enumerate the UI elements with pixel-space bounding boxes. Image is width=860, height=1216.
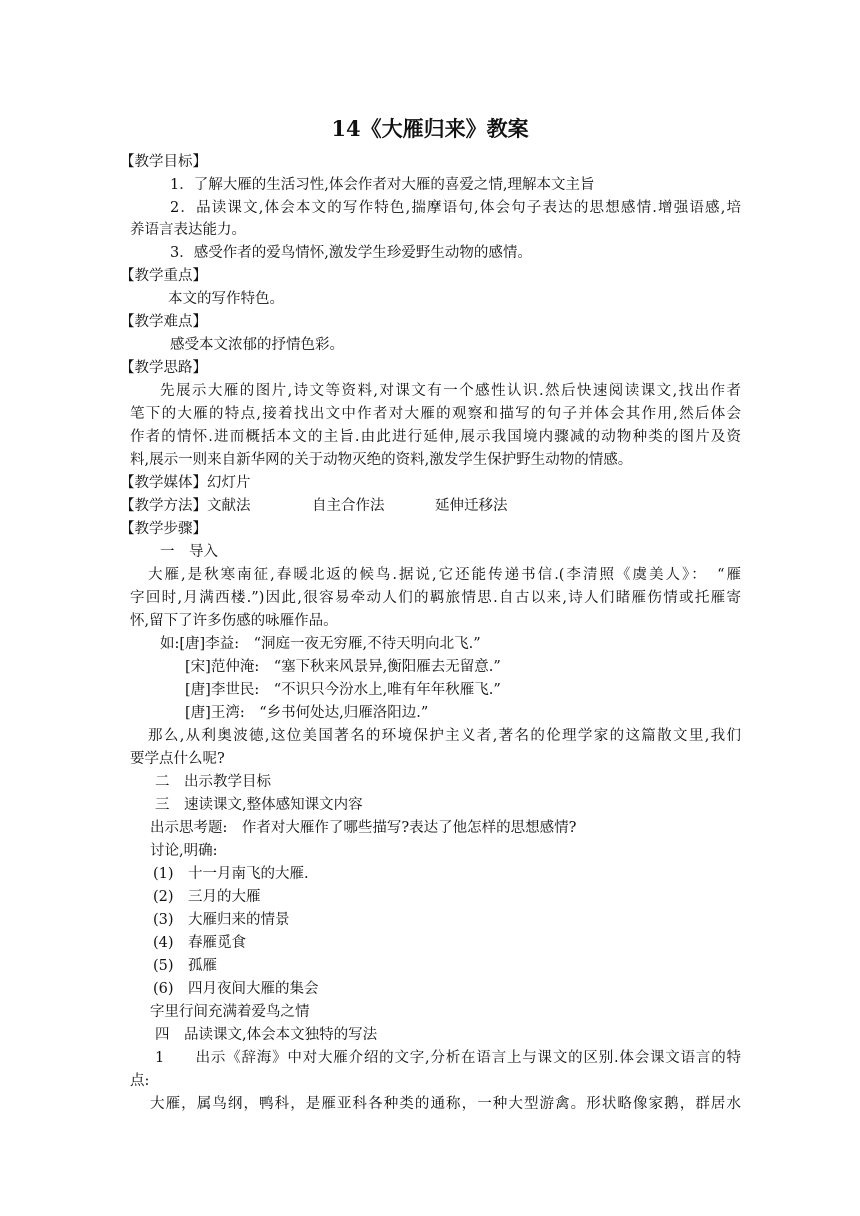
task-paragraph: 点: bbox=[130, 1073, 150, 1089]
intro-paragraph: 怀,留下了许多伤感的咏雁作品。 bbox=[130, 613, 338, 629]
section-heading-approach: 【教学思路】 bbox=[120, 360, 207, 376]
goal-item-continuation: 养语言表达能力。 bbox=[130, 222, 246, 238]
difficulty-text: 感受本文浓郁的抒情色彩。 bbox=[170, 337, 344, 353]
step-heading: 四 品读课文,体会本文独特的写法 bbox=[155, 1027, 378, 1043]
media-line: 【教学媒体】幻灯片 bbox=[120, 475, 251, 491]
list-item: (5) 孤雁 bbox=[153, 958, 218, 974]
method-label: 【教学方法】文献法 bbox=[120, 498, 251, 514]
transition-paragraph: 那么,从利奥波德,这位美国著名的环境保护主义者,著名的伦理学家的这篇散文里,我们 bbox=[148, 728, 741, 744]
key-text: 本文的写作特色。 bbox=[168, 291, 284, 307]
transition-paragraph: 要学点什么呢? bbox=[130, 751, 225, 767]
section-heading-goals: 【教学目标】 bbox=[120, 154, 207, 170]
method-item: 延伸迁移法 bbox=[435, 498, 508, 514]
approach-paragraph: 料,展示一则来自新华网的关于动物灭绝的资料,激发学生保护野生动物的情感。 bbox=[130, 452, 633, 468]
list-item: (4) 春雁觅食 bbox=[153, 935, 247, 951]
task-paragraph: 1 出示《辞海》中对大雁介绍的文字,分析在语言上与课文的区别.体会课文语言的特 bbox=[155, 1050, 741, 1066]
page-title: 14《大雁归来》教案 bbox=[331, 116, 529, 141]
section-heading-difficulty: 【教学难点】 bbox=[120, 314, 207, 330]
summary-line: 字里行间充满着爱鸟之情 bbox=[150, 1004, 310, 1020]
list-item: (2) 三月的大雁 bbox=[153, 889, 261, 905]
goal-item: 3．感受作者的爱鸟情怀,激发学生珍爱野生动物的感情。 bbox=[170, 245, 532, 261]
discuss-line: 讨论,明确: bbox=[150, 843, 218, 859]
poem-quote: [宋]范仲淹: “塞下秋来风景异,衡阳雁去无留意.” bbox=[185, 659, 501, 675]
poem-quote: [唐]李世民: “不识只今汾水上,唯有年年秋雁飞.” bbox=[185, 682, 501, 698]
step-heading: 一 导入 bbox=[160, 544, 218, 560]
question-line: 出示思考题: 作者对大雁作了哪些描写?表达了他怎样的思想感情? bbox=[150, 820, 577, 836]
section-heading-key: 【教学重点】 bbox=[120, 268, 207, 284]
goal-item: 1．了解大雁的生活习性,体会作者对大雁的喜爱之情,理解本文主旨 bbox=[170, 177, 595, 193]
approach-paragraph: 作者的情怀.进而概括本文的主旨.由此进行延伸,展示我国境内骤减的动物种类的图片及资 bbox=[130, 429, 741, 445]
list-item: (1) 十一月南飞的大雁. bbox=[153, 866, 309, 882]
intro-paragraph: 字回时,月满西楼.”)因此,很容易牵动人们的羁旅情思.自古以来,诗人们睹雁伤情或托雁寄 bbox=[130, 590, 741, 606]
poem-quote: 如:[唐]李益: “洞庭一夜无穷雁,不待天明向北飞.” bbox=[160, 636, 481, 652]
step-heading: 二 出示教学目标 bbox=[155, 774, 271, 790]
cihai-paragraph: 大雁，属鸟纲，鸭科，是雁亚科各种类的通称，一种大型游禽。形状略像家鹅，群居水 bbox=[150, 1096, 741, 1112]
step-heading: 三 速读课文,整体感知课文内容 bbox=[155, 797, 363, 813]
poem-quote: [唐]王湾: “乡书何处达,归雁洛阳边.” bbox=[185, 705, 429, 721]
approach-paragraph: 笔下的大雁的特点,接着找出文中作者对大雁的观察和描写的句子并体会其作用,然后体会 bbox=[130, 406, 741, 422]
method-item: 自主合作法 bbox=[312, 498, 385, 514]
approach-paragraph: 先展示大雁的图片,诗文等资料,对课文有一个感性认识.然后快速阅读课文,找出作者 bbox=[160, 383, 741, 399]
goal-item: 2．品读课文,体会本文的写作特色,揣摩语句,体会句子表达的思想感情.增强语感,培 bbox=[170, 200, 741, 216]
section-heading-steps: 【教学步骤】 bbox=[120, 521, 207, 537]
intro-paragraph: 大雁,是秋寒南征,春暖北返的候鸟.据说,它还能传递书信.(李清照《虞美人》： “雁 bbox=[148, 567, 741, 583]
list-item: (3) 大雁归来的情景 bbox=[153, 912, 290, 928]
list-item: (6) 四月夜间大雁的集会 bbox=[153, 981, 319, 997]
